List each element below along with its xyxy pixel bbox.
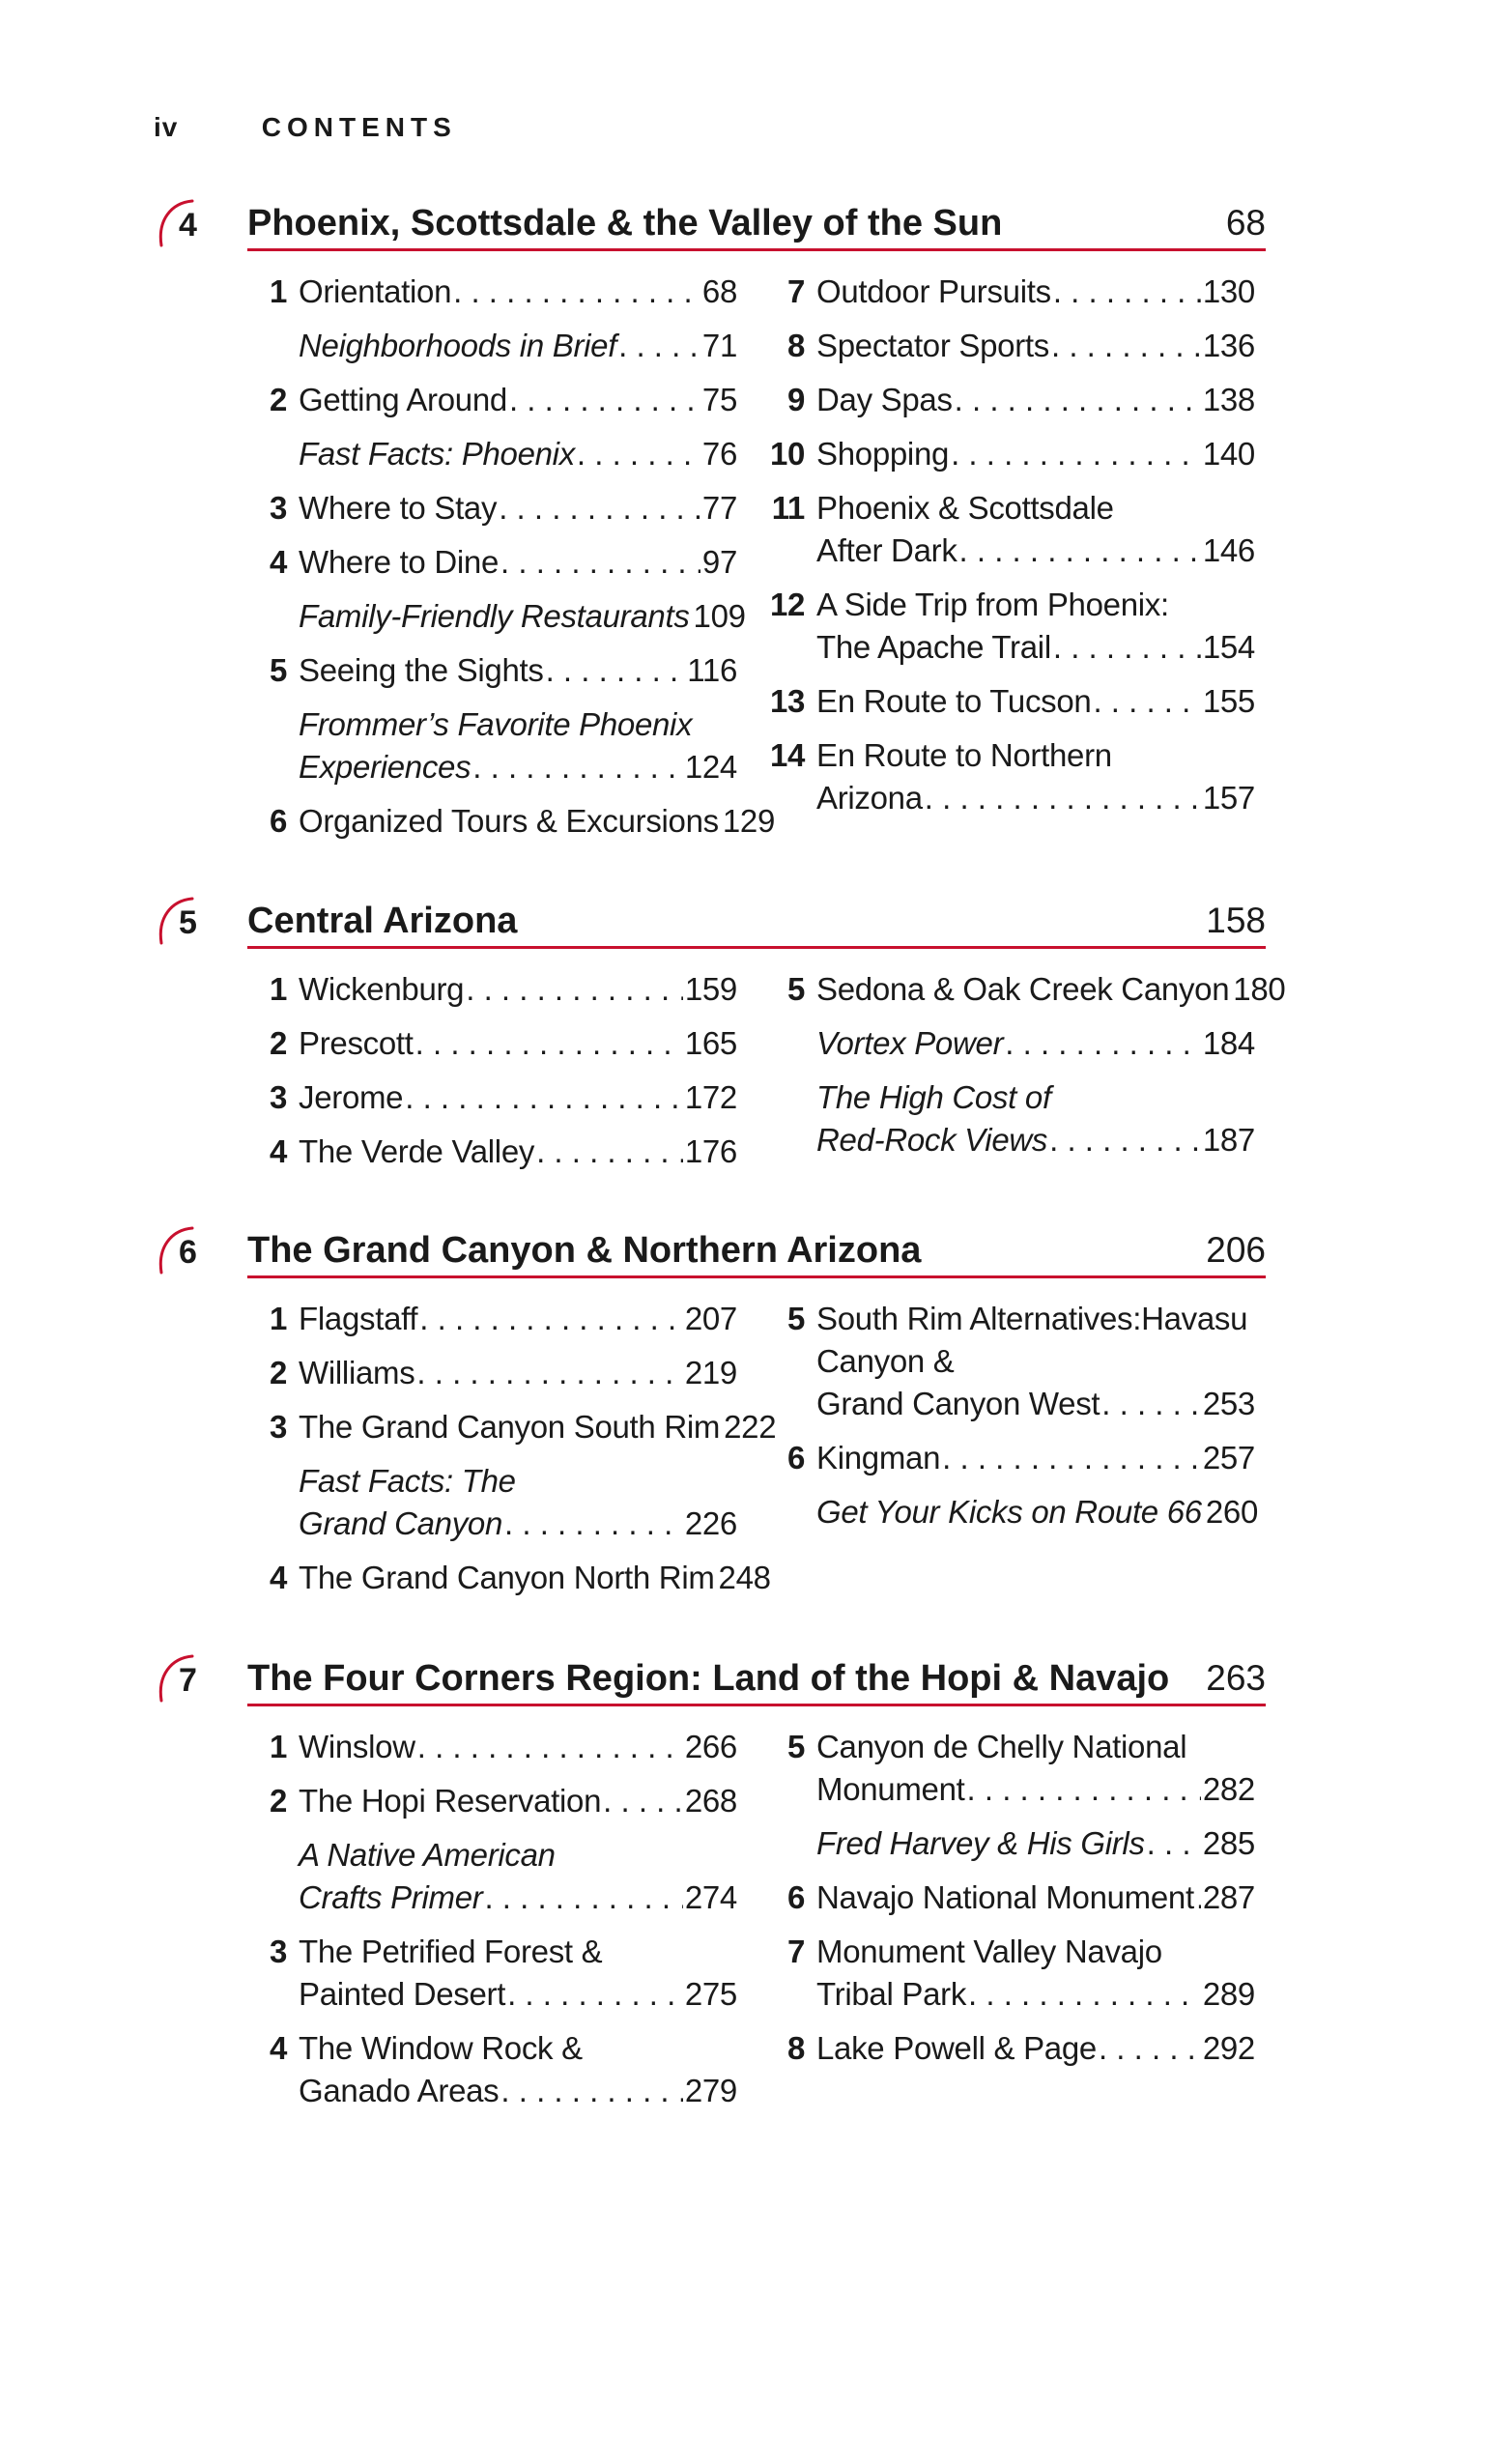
entry-number: 3 — [269, 1409, 287, 1445]
entry-title: Get Your Kicks on Route 66 — [816, 1494, 1202, 1530]
toc-feature-entry[interactable] — [770, 1491, 1259, 1533]
entry-page: 275 — [684, 1976, 737, 2012]
entry-title-line: En Route to Northern — [816, 737, 1112, 773]
toc-entry[interactable] — [770, 1877, 1255, 1919]
dot-leader — [405, 1076, 683, 1119]
chapter-number: 4 — [179, 207, 197, 244]
chapter-title: Phoenix, Scottsdale & the Valley of the Sun — [247, 203, 1003, 244]
entry-page: 97 — [701, 544, 737, 580]
entry-title: Arizona — [816, 780, 923, 816]
dot-leader — [959, 530, 1201, 572]
entry-page: 140 — [1202, 436, 1255, 472]
entry-number: 6 — [269, 803, 287, 839]
entry-title: Williams — [299, 1355, 415, 1390]
toc-entry[interactable] — [252, 649, 737, 692]
entry-title: Navajo National Monument — [816, 1879, 1194, 1915]
toc-entry[interactable] — [770, 433, 1255, 475]
entry-title: Where to Dine — [299, 544, 500, 580]
entry-line — [299, 649, 737, 692]
page-folio: iv — [154, 112, 179, 142]
entry-page: 292 — [1202, 2030, 1255, 2066]
entry-page: 76 — [701, 436, 737, 472]
toc-column-left — [252, 968, 737, 1185]
toc-entry[interactable] — [770, 1298, 1255, 1425]
chapter-section — [154, 193, 1266, 839]
dot-leader — [603, 1780, 683, 1822]
toc-feature-entry[interactable] — [252, 1834, 737, 1919]
toc-entry[interactable] — [252, 1726, 737, 1768]
chapter-heading — [154, 193, 1266, 251]
toc-column-left — [252, 1298, 777, 1611]
entry-page: 138 — [1202, 382, 1255, 417]
entry-page: 146 — [1202, 532, 1255, 568]
toc-entry[interactable] — [252, 1780, 737, 1822]
entry-title: Grand Canyon West — [816, 1386, 1100, 1421]
entry-page: 129 — [722, 803, 776, 839]
dot-leader — [577, 433, 700, 475]
toc-feature-entry[interactable] — [252, 433, 737, 475]
entry-line — [299, 1503, 737, 1545]
chapter-number-badge — [154, 1224, 208, 1276]
entry-line — [299, 325, 737, 367]
entry-title-line: Monument Valley Navajo — [816, 1934, 1162, 1969]
entry-title: Where to Stay — [299, 490, 498, 526]
entry-line — [816, 271, 1255, 313]
entry-title: Shopping — [816, 436, 950, 472]
entry-line — [299, 1298, 737, 1340]
entry-line — [299, 379, 737, 421]
dot-leader — [968, 1973, 1201, 2016]
entry-title: The Grand Canyon South Rim — [299, 1409, 721, 1445]
chapter-number-badge — [154, 895, 208, 947]
entry-line — [816, 379, 1255, 421]
entry-title: Outdoor Pursuits — [816, 273, 1051, 309]
entry-page: 248 — [718, 1560, 771, 1595]
toc-entry[interactable] — [770, 2027, 1255, 2070]
entry-line — [816, 777, 1255, 819]
entry-number: 1 — [269, 971, 287, 1007]
toc-entry[interactable] — [770, 487, 1255, 572]
entry-number: 12 — [770, 587, 806, 622]
entry-line — [299, 1973, 737, 2016]
chapter-heading — [154, 1220, 1266, 1278]
toc-column-left — [252, 1726, 737, 2124]
dot-leader — [499, 487, 700, 530]
entry-title: Lake Powell & Page — [816, 2030, 1097, 2066]
entry-number: 10 — [770, 436, 806, 472]
entry-title: Day Spas — [816, 382, 953, 417]
toc-column-right — [770, 1726, 1255, 2081]
entry-page: 282 — [1202, 1771, 1255, 1807]
entry-page: 154 — [1202, 629, 1255, 665]
chapter-title: Central Arizona — [247, 901, 518, 941]
entry-line — [299, 1726, 737, 1768]
toc-entry[interactable] — [252, 487, 737, 530]
toc-entry[interactable] — [252, 541, 737, 584]
entry-page: 287 — [1202, 1879, 1255, 1915]
entry-page: 274 — [684, 1879, 737, 1915]
dot-leader — [507, 1973, 683, 2016]
entry-title-line: A Native American — [299, 1837, 556, 1873]
dot-leader — [472, 746, 683, 788]
dot-leader — [415, 1022, 683, 1065]
chapter-title: The Grand Canyon & Northern Arizona — [247, 1230, 922, 1271]
dot-leader — [618, 325, 700, 367]
entry-page: 226 — [684, 1505, 737, 1541]
entry-title: Ganado Areas — [299, 2073, 500, 2108]
chapter-number: 6 — [179, 1234, 197, 1271]
entry-line — [299, 487, 737, 530]
entry-number: 11 — [771, 490, 805, 526]
chapter-columns — [154, 1706, 1266, 2112]
entry-title: Experiences — [299, 749, 472, 785]
toc-entry[interactable] — [252, 1931, 737, 2016]
toc-entry[interactable] — [770, 1931, 1255, 2016]
entry-line — [816, 1022, 1255, 1065]
entry-title: Vortex Power — [816, 1025, 1004, 1061]
entry-number: 3 — [269, 1934, 287, 1969]
dot-leader — [1093, 680, 1200, 723]
entry-title: Fast Facts: Phoenix — [299, 436, 575, 472]
toc-column-right — [770, 968, 1286, 1173]
toc-entry[interactable] — [770, 1726, 1255, 1811]
chapter-title: The Four Corners Region: Land of the Hopi & Navajo — [247, 1658, 1170, 1699]
entry-line — [816, 968, 1286, 1011]
entry-title: Painted Desert — [299, 1976, 506, 2012]
entry-line — [299, 1557, 771, 1599]
entry-line — [299, 800, 776, 843]
entry-number: 5 — [786, 1729, 805, 1764]
entry-number: 1 — [269, 1301, 287, 1336]
entry-number: 8 — [786, 2030, 805, 2066]
entry-title: Fred Harvey & His Girls — [816, 1825, 1145, 1861]
chapter-columns — [154, 949, 1286, 1219]
toc-entry[interactable] — [770, 379, 1255, 421]
entry-page: 136 — [1202, 328, 1255, 363]
entry-page: 268 — [684, 1783, 737, 1819]
entry-title-line: The Window Rock & — [299, 2030, 583, 2066]
dot-leader — [500, 541, 700, 584]
entry-number: 7 — [786, 1934, 805, 1969]
dot-leader — [1051, 325, 1201, 367]
toc-column-left — [252, 271, 776, 854]
entry-page: 157 — [1202, 780, 1255, 816]
entry-page: 260 — [1205, 1494, 1259, 1530]
toc-entry[interactable] — [252, 1352, 737, 1394]
entry-page: 187 — [1202, 1122, 1255, 1158]
entry-line — [299, 968, 737, 1011]
dot-leader — [1049, 1119, 1201, 1161]
entry-number: 5 — [269, 652, 287, 688]
toc-entry[interactable] — [770, 968, 1286, 1011]
toc-feature-entry[interactable] — [252, 703, 737, 788]
entry-page: 184 — [1202, 1025, 1255, 1061]
entry-line — [299, 1352, 737, 1394]
toc-entry[interactable] — [252, 1076, 737, 1119]
toc-entry[interactable] — [770, 680, 1255, 723]
dot-leader — [536, 1131, 683, 1173]
entry-line — [816, 626, 1255, 669]
entry-line — [299, 1780, 737, 1822]
entry-title-line: The Petrified Forest & — [299, 1934, 603, 1969]
dot-leader — [925, 777, 1201, 819]
entry-line — [816, 1383, 1255, 1425]
entry-number: 8 — [786, 328, 805, 363]
entry-title-line: A Side Trip from Phoenix: — [816, 587, 1169, 622]
dot-leader — [955, 379, 1201, 421]
entry-page: 266 — [684, 1729, 737, 1764]
entry-line — [299, 433, 737, 475]
toc-feature-entry[interactable] — [770, 1076, 1255, 1161]
entry-number: 2 — [269, 1783, 287, 1819]
dot-leader — [504, 1503, 683, 1545]
entry-title: The Apache Trail — [816, 629, 1051, 665]
entry-line — [299, 271, 737, 313]
toc-entry[interactable] — [252, 968, 737, 1011]
entry-title-line: Phoenix & Scottsdale — [816, 490, 1114, 526]
entry-title: Organized Tours & Excursions — [299, 803, 719, 839]
toc-entry[interactable] — [252, 1022, 737, 1065]
entry-page: 68 — [701, 273, 737, 309]
toc-entry[interactable] — [252, 1557, 771, 1599]
entry-line — [816, 530, 1255, 572]
entry-line — [299, 1022, 737, 1065]
dot-leader — [1053, 271, 1201, 313]
entry-number: 6 — [786, 1440, 805, 1476]
entry-page: 289 — [1202, 1976, 1255, 2012]
chapter-page: 158 — [1206, 901, 1266, 940]
chapter-page: 68 — [1225, 203, 1266, 243]
entry-line — [816, 1437, 1255, 1479]
entry-title-line: Havasu Canyon & — [816, 1301, 1248, 1379]
entry-line — [816, 1877, 1255, 1919]
entry-title: Family-Friendly Restaurants — [299, 598, 690, 634]
entry-line — [299, 2070, 737, 2112]
dot-leader — [509, 379, 700, 421]
toc-entry[interactable] — [770, 325, 1255, 367]
toc-column-right — [770, 1298, 1259, 1545]
chapter-columns — [154, 1278, 1266, 1646]
chapter-number-badge — [154, 197, 208, 249]
entry-number: 4 — [269, 544, 287, 580]
entry-page: 75 — [701, 382, 737, 417]
entry-title: Prescott — [299, 1025, 414, 1061]
entry-line — [816, 680, 1255, 723]
entry-line — [299, 595, 746, 638]
entry-line — [299, 541, 737, 584]
entry-page: 253 — [1202, 1386, 1255, 1421]
entry-number: 4 — [269, 1133, 287, 1169]
entry-line — [299, 746, 737, 788]
chapter-number: 5 — [179, 904, 197, 941]
entry-line — [816, 1491, 1259, 1533]
entry-page: 116 — [687, 652, 737, 688]
entry-title: Flagstaff — [299, 1301, 418, 1336]
chapter-section — [154, 891, 1286, 1219]
entry-title: Getting Around — [299, 382, 507, 417]
entry-page: 222 — [724, 1409, 777, 1445]
entry-page: 109 — [693, 598, 746, 634]
entry-title-line: Frommer’s Favorite Phoenix — [299, 706, 693, 742]
toc-entry[interactable] — [252, 1131, 737, 1173]
toc-column-right — [770, 271, 1255, 831]
entry-page: 124 — [684, 749, 737, 785]
entry-title: Jerome — [299, 1079, 404, 1115]
entry-number: 13 — [770, 683, 806, 719]
dot-leader — [1053, 626, 1201, 669]
chapter-heading — [154, 891, 1266, 949]
dot-leader — [1101, 1383, 1201, 1425]
entry-page: 285 — [1202, 1825, 1255, 1861]
entry-line — [816, 325, 1255, 367]
entry-title: Monument — [816, 1771, 965, 1807]
toc-feature-entry[interactable] — [252, 325, 737, 367]
dot-leader — [484, 1877, 682, 1919]
toc-feature-entry[interactable] — [770, 1822, 1255, 1865]
entry-title: Wickenburg — [299, 971, 465, 1007]
entry-line — [299, 1076, 737, 1119]
toc-feature-entry[interactable] — [252, 1460, 737, 1545]
dot-leader — [967, 1768, 1201, 1811]
entry-title: Grand Canyon — [299, 1505, 503, 1541]
toc-feature-entry[interactable] — [770, 1022, 1255, 1065]
dot-leader — [1196, 1877, 1201, 1919]
running-head — [154, 112, 457, 143]
chapter-columns — [154, 251, 1266, 839]
entry-line — [816, 1119, 1255, 1161]
entry-title: The Grand Canyon North Rim — [299, 1560, 715, 1595]
entry-number: 6 — [786, 1879, 805, 1915]
toc-entry[interactable] — [770, 584, 1255, 669]
chapter-page: 263 — [1206, 1658, 1266, 1698]
entry-page: 279 — [684, 2073, 737, 2108]
entry-number: 14 — [770, 737, 806, 773]
entry-number: 4 — [269, 2030, 287, 2066]
toc-entry[interactable] — [252, 800, 776, 843]
entry-number: 9 — [786, 382, 805, 417]
chapter-page: 206 — [1206, 1230, 1266, 1270]
entry-title: Tribal Park — [816, 1976, 967, 2012]
entry-page: 71 — [701, 328, 737, 363]
toc-entry[interactable] — [770, 734, 1255, 819]
entry-number: 3 — [269, 1079, 287, 1115]
entry-page: 165 — [684, 1025, 737, 1061]
chapter-section — [154, 1648, 1266, 2112]
entry-page: 77 — [701, 490, 737, 526]
entry-page: 207 — [684, 1301, 737, 1336]
entry-page: 172 — [684, 1079, 737, 1115]
entry-line — [816, 433, 1255, 475]
entry-number: 1 — [269, 273, 287, 309]
entry-number: 3 — [269, 490, 287, 526]
dot-leader — [417, 1726, 683, 1768]
entry-title: Orientation — [299, 273, 452, 309]
entry-number: 2 — [269, 382, 287, 417]
entry-title: Red-Rock Views — [816, 1122, 1048, 1158]
entry-number: 1 — [269, 1729, 287, 1764]
entry-title: Crafts Primer — [299, 1879, 483, 1915]
toc-entry[interactable] — [252, 2027, 737, 2112]
entry-line — [299, 1877, 737, 1919]
toc-entry[interactable] — [252, 271, 737, 313]
toc-feature-entry[interactable] — [252, 595, 746, 638]
entry-title: The Hopi Reservation — [299, 1783, 602, 1819]
entry-number: 5 — [786, 1301, 805, 1336]
dot-leader — [942, 1437, 1201, 1479]
toc-entry[interactable] — [770, 271, 1255, 313]
running-head-title: CONTENTS — [261, 112, 457, 142]
entry-page: 176 — [684, 1133, 737, 1169]
dot-leader — [453, 271, 700, 313]
dot-leader — [951, 433, 1201, 475]
entry-title: Winslow — [299, 1729, 415, 1764]
entry-title: Neighborhoods in Brief — [299, 328, 617, 363]
entry-line — [816, 1822, 1255, 1865]
dot-leader — [500, 2070, 682, 2112]
toc-entry[interactable] — [252, 1298, 737, 1340]
entry-number: 4 — [269, 1560, 287, 1595]
entry-line — [816, 2027, 1255, 2070]
dot-leader — [1147, 1822, 1201, 1865]
entry-page: 219 — [684, 1355, 737, 1390]
entry-page: 155 — [1202, 683, 1255, 719]
entry-title-line: The High Cost of — [816, 1079, 1051, 1115]
entry-page: 180 — [1233, 971, 1286, 1007]
entry-line — [816, 1973, 1255, 2016]
entry-page: 257 — [1202, 1440, 1255, 1476]
entry-number: 2 — [269, 1025, 287, 1061]
entry-line — [816, 1768, 1255, 1811]
dot-leader — [416, 1352, 682, 1394]
entry-line — [299, 1131, 737, 1173]
entry-page: 159 — [684, 971, 737, 1007]
chapter-number: 7 — [179, 1662, 197, 1699]
dot-leader — [466, 968, 683, 1011]
chapter-heading — [154, 1648, 1266, 1706]
dot-leader — [546, 649, 686, 692]
entry-line — [299, 1406, 777, 1448]
entry-title-line: South Rim Alternatives: — [816, 1301, 1142, 1336]
chapter-section — [154, 1220, 1266, 1646]
entry-number: 5 — [786, 971, 805, 1007]
dot-leader — [1005, 1022, 1201, 1065]
entry-title: Spectator Sports — [816, 328, 1049, 363]
chapter-number-badge — [154, 1652, 208, 1705]
entry-title: Kingman — [816, 1440, 941, 1476]
toc-entry[interactable] — [252, 379, 737, 421]
entry-title: After Dark — [816, 532, 957, 568]
entry-title: En Route to Tucson — [816, 683, 1092, 719]
entry-title: Seeing the Sights — [299, 652, 544, 688]
toc-entry[interactable] — [770, 1437, 1255, 1479]
entry-title-line: Canyon de Chelly National — [816, 1729, 1187, 1764]
dot-leader — [419, 1298, 683, 1340]
toc-entry[interactable] — [252, 1406, 777, 1448]
entry-title: The Verde Valley — [299, 1133, 535, 1169]
entry-title-line: Fast Facts: The — [299, 1463, 516, 1499]
entry-number: 2 — [269, 1355, 287, 1390]
dot-leader — [1099, 2027, 1201, 2070]
entry-title: Sedona & Oak Creek Canyon — [816, 971, 1230, 1007]
entry-number: 7 — [786, 273, 805, 309]
entry-page: 130 — [1202, 273, 1255, 309]
